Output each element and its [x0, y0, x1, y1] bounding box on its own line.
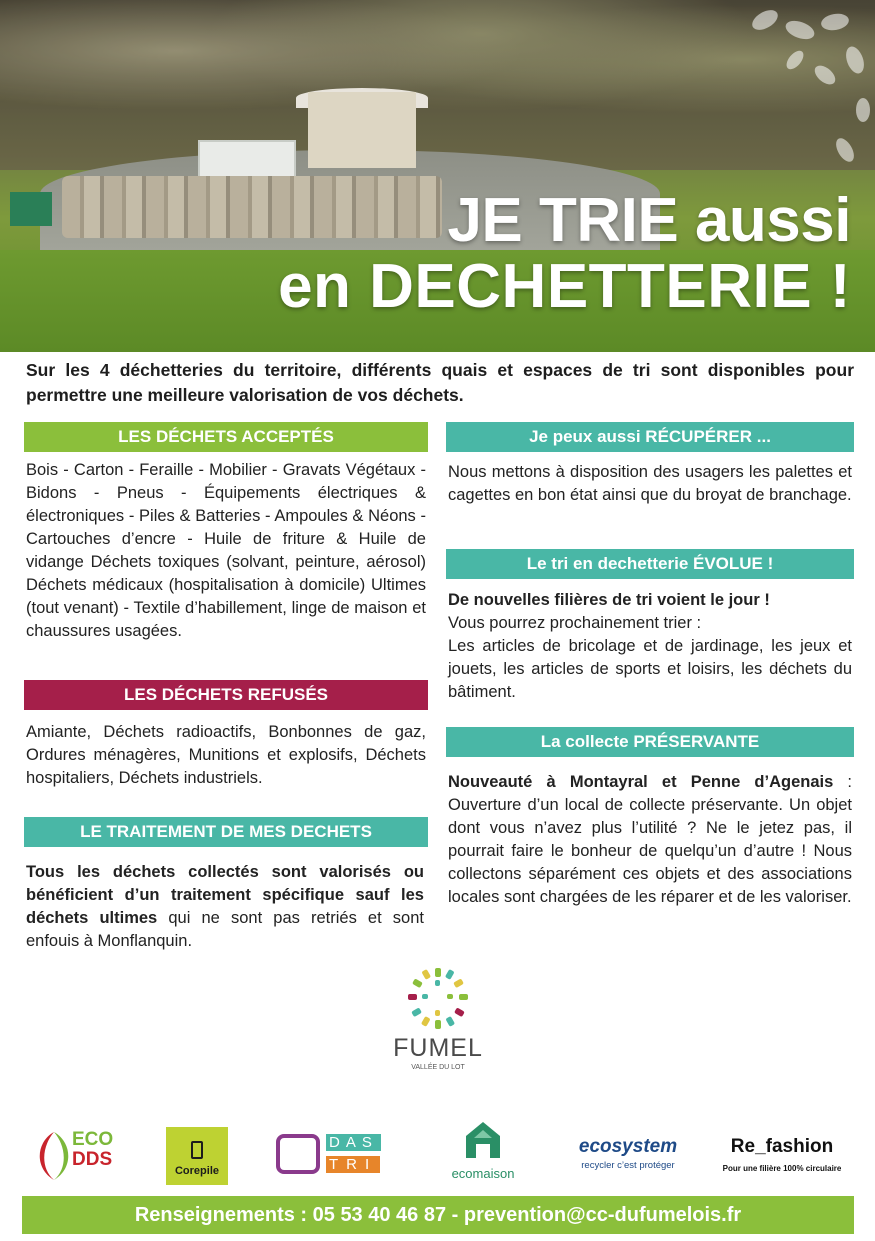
dastri-tri: TRI — [326, 1156, 380, 1173]
ecodds-text-1: ECO — [72, 1129, 114, 1150]
preserve-text — [448, 771, 852, 909]
fumel-logo — [388, 966, 488, 1078]
ecodds-text-2: DDS — [72, 1149, 113, 1170]
recover-header: Je peux aussi RÉCUPÉRER ... — [446, 422, 854, 452]
dastri-text-2 — [326, 1156, 380, 1173]
ecodds-logo — [32, 1118, 122, 1190]
refused-text: Amiante, Déchets radioactifs, Bonbonnes de gaz, Ordures ménagères, Munitions et explosifs, Déchets hospitaliers, Déchets industriels. — [26, 723, 426, 787]
refashion-logo — [712, 1118, 852, 1190]
preserve-bold-text: Nouveauté à Montayral et Penne d’Agenais — [448, 773, 834, 791]
fumel-subtitle: VALLÉE DU LOT — [411, 1064, 465, 1071]
treatment-bold-text: Tous les déchets collectés sont valorisés ou bénéficient d’un traitement spécifique sauf les déchets ultimes — [26, 863, 424, 927]
title-line-2: en DECHETTERIE ! — [278, 252, 851, 321]
accepted-header: LES DÉCHETS ACCEPTÉS — [24, 422, 428, 452]
ecosystem-text: ecosystem — [578, 1136, 678, 1157]
evolve-list-text: Les articles de bricolage et de jardinage, les jeux et jouets, les articles de sports et loisirs, les déchets du bâtiment. — [448, 637, 852, 701]
page-title — [278, 186, 851, 321]
ecomaison-text: ecomaison — [451, 1166, 515, 1181]
preserve-header: La collecte PRÉSERVANTE — [446, 727, 854, 757]
treatment-text — [26, 861, 424, 953]
treatment-header: LE TRAITEMENT DE MES DECHETS — [24, 817, 428, 847]
treatment-rest-text: qui ne sont pas retriés et sont enfouis à Monflanquin. — [26, 909, 424, 950]
dastri-text-1 — [326, 1134, 381, 1151]
hero-photo — [0, 0, 875, 352]
evolve-header: Le tri en dechetterie ÉVOLUE ! — [446, 549, 854, 579]
accepted-text: Bois - Carton - Feraille - Mobilier - Gravats Végétaux - Bidons - Pneus - Équipements électriques & électroniques - Piles & Batteries - Ampoules & Néons - Cartouches d’encre - Huile de friture & Huile de vidange Déchets toxiques (solvant, peinture, aérosol) Déchets médicaux (hospitalisation à domicile) Ultimes (tout venant) - Textile d’habillement, linge de maison et chaussures usagées. — [26, 461, 426, 640]
refashion-tagline: Pour une filière 100% circulaire — [722, 1164, 842, 1173]
dastri-frame-icon — [276, 1134, 320, 1174]
evolve-text — [448, 589, 852, 704]
ecomaison-logo — [440, 1118, 526, 1190]
evolve-line-2: Vous pourrez prochainement trier : — [448, 614, 702, 632]
corepile-text: Corepile — [174, 1165, 219, 1177]
dastri-logo — [276, 1118, 388, 1190]
building — [308, 92, 416, 168]
preserve-rest-text: : Ouverture d’un local de collecte préservante. Un objet dont vous n’avez plus l’utilité ? Ne le jetez pas, il pourrait faire le bonheur de quelqu’un d’autre ! Nous collectons séparément ces objets et des associations locales sont chargées de les réparer et de les valoriser. — [448, 773, 853, 906]
green-container — [10, 192, 52, 226]
intro-text: Sur les 4 déchetteries du territoire, différents quais et espaces de tri sont disponibles pour permettre une meilleure valorisation de vos déchets. — [26, 360, 854, 405]
corepile-logo — [166, 1127, 228, 1185]
recover-text: Nous mettons à disposition des usagers les palettes et cagettes en bon état ainsi que du broyat de branchage. — [448, 463, 852, 504]
title-line-1: JE TRIE aussi — [447, 186, 851, 255]
fumel-logo-icon — [405, 966, 471, 1032]
fumel-name: FUMEL — [393, 1034, 483, 1062]
evolve-bold-text: De nouvelles filières de tri voient le jour ! — [448, 591, 770, 609]
dastri-das: DAS — [326, 1134, 381, 1151]
ecosystem-tagline: recycler c’est protéger — [581, 1160, 675, 1171]
leaf-pattern-icon — [725, 0, 875, 170]
refashion-text: Re_fashion — [730, 1136, 834, 1157]
refused-header: LES DÉCHETS REFUSÉS — [24, 680, 428, 710]
battery-icon — [191, 1141, 203, 1159]
contact-footer: Renseignements : 05 53 40 46 87 - prevention@cc-dufumelois.fr — [22, 1196, 854, 1234]
house-icon — [464, 1120, 502, 1160]
ecosystem-logo — [566, 1118, 690, 1190]
ecodds-leaf-icon — [32, 1128, 76, 1184]
partner-logos — [0, 1118, 875, 1190]
